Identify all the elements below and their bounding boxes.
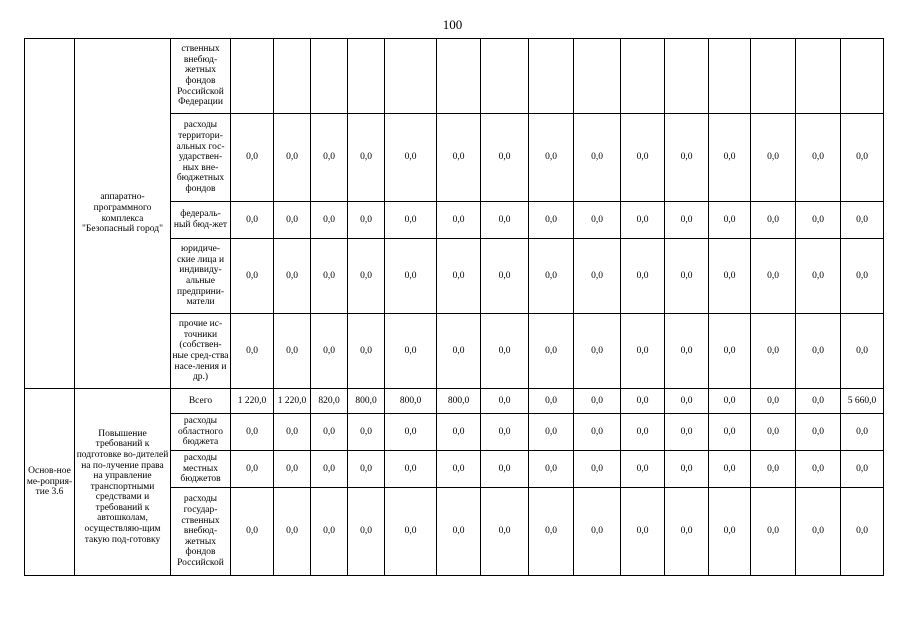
- amount-cell: [841, 39, 884, 114]
- amount-cell: 0,0: [481, 488, 529, 576]
- amount-cell: 0,0: [841, 314, 884, 389]
- amount-cell: 0,0: [231, 202, 274, 239]
- amount-cell: 0,0: [481, 239, 529, 314]
- amount-cell: 0,0: [751, 488, 796, 576]
- amount-cell: 0,0: [385, 414, 437, 451]
- amount-cell: 0,0: [665, 114, 709, 202]
- amount-cell: 0,0: [274, 414, 311, 451]
- amount-cell: 0,0: [574, 414, 621, 451]
- funding-source-cell: федераль-ный бюд-жет: [171, 202, 231, 239]
- amount-cell: [529, 39, 574, 114]
- amount-cell: 0,0: [529, 202, 574, 239]
- event-name-cell: Повышение требований к подготовке во-дителей на по-лучение права на управление транспортными средствами и требований к автошколам, осуществляю-щим такую под-готовку: [75, 389, 171, 576]
- amount-cell: 800,0: [348, 389, 385, 414]
- event-name-cell: аппаратно-программного комплекса "Безопасный город": [75, 39, 171, 389]
- amount-cell: 0,0: [574, 488, 621, 576]
- funding-source-cell: прочие ис-точники (собствен-ные сред-ства насе-ления и др.): [171, 314, 231, 389]
- amount-cell: 0,0: [481, 202, 529, 239]
- funding-source-cell: расходы территори-альных гос-ударствен-ных вне-бюджетных фондов: [171, 114, 231, 202]
- amount-cell: 0,0: [665, 451, 709, 488]
- amount-cell: 0,0: [841, 488, 884, 576]
- event-code-cell: [25, 39, 75, 389]
- amount-cell: 0,0: [709, 488, 751, 576]
- page-number: 100: [442, 17, 463, 32]
- amount-cell: 0,0: [574, 389, 621, 414]
- amount-cell: 0,0: [348, 114, 385, 202]
- amount-cell: [437, 39, 481, 114]
- amount-cell: 0,0: [481, 314, 529, 389]
- amount-cell: 0,0: [841, 239, 884, 314]
- amount-cell: 800,0: [437, 389, 481, 414]
- amount-cell: 0,0: [709, 314, 751, 389]
- amount-cell: 0,0: [841, 414, 884, 451]
- amount-cell: 0,0: [574, 314, 621, 389]
- amount-cell: 0,0: [348, 488, 385, 576]
- amount-cell: 0,0: [529, 314, 574, 389]
- amount-cell: 0,0: [621, 202, 665, 239]
- amount-cell: [348, 39, 385, 114]
- amount-cell: 0,0: [348, 451, 385, 488]
- amount-cell: 0,0: [621, 314, 665, 389]
- amount-cell: 1 220,0: [274, 389, 311, 414]
- amount-cell: 0,0: [385, 239, 437, 314]
- amount-cell: 0,0: [311, 314, 348, 389]
- amount-cell: 0,0: [481, 414, 529, 451]
- amount-cell: 0,0: [709, 114, 751, 202]
- amount-cell: 0,0: [231, 488, 274, 576]
- table-row: [25, 389, 884, 414]
- amount-cell: 0,0: [751, 414, 796, 451]
- amount-cell: 0,0: [621, 239, 665, 314]
- amount-cell: 0,0: [231, 314, 274, 389]
- funding-source-cell: юридиче-ские лица и индивиду-альные предприни-матели: [171, 239, 231, 314]
- amount-cell: 0,0: [665, 239, 709, 314]
- amount-cell: 0,0: [348, 202, 385, 239]
- amount-cell: 0,0: [665, 314, 709, 389]
- amount-cell: 0,0: [574, 239, 621, 314]
- amount-cell: 0,0: [709, 414, 751, 451]
- amount-cell: [481, 39, 529, 114]
- amount-cell: 0,0: [574, 114, 621, 202]
- amount-cell: 0,0: [796, 114, 841, 202]
- amount-cell: 0,0: [311, 202, 348, 239]
- funding-source-cell: расходы областного бюджета: [171, 414, 231, 451]
- amount-cell: 0,0: [529, 114, 574, 202]
- amount-cell: 0,0: [481, 451, 529, 488]
- table-row: [25, 39, 884, 114]
- amount-cell: 0,0: [529, 389, 574, 414]
- amount-cell: 0,0: [621, 488, 665, 576]
- amount-cell: 0,0: [385, 488, 437, 576]
- amount-cell: 0,0: [796, 414, 841, 451]
- amount-cell: 1 220,0: [231, 389, 274, 414]
- amount-cell: 0,0: [529, 414, 574, 451]
- amount-cell: 0,0: [311, 451, 348, 488]
- amount-cell: [385, 39, 437, 114]
- amount-cell: 0,0: [437, 451, 481, 488]
- amount-cell: 0,0: [348, 239, 385, 314]
- amount-cell: 0,0: [231, 239, 274, 314]
- amount-cell: 0,0: [311, 239, 348, 314]
- amount-cell: [274, 39, 311, 114]
- amount-cell: 0,0: [574, 202, 621, 239]
- amount-cell: 0,0: [231, 414, 274, 451]
- amount-cell: 0,0: [529, 488, 574, 576]
- amount-cell: 0,0: [751, 202, 796, 239]
- amount-cell: 0,0: [665, 389, 709, 414]
- funding-source-cell: Всего: [171, 389, 231, 414]
- amount-cell: 0,0: [437, 114, 481, 202]
- amount-cell: 0,0: [348, 414, 385, 451]
- amount-cell: 0,0: [841, 451, 884, 488]
- amount-cell: 0,0: [665, 488, 709, 576]
- amount-cell: 0,0: [481, 389, 529, 414]
- amount-cell: 0,0: [529, 239, 574, 314]
- amount-cell: 0,0: [529, 451, 574, 488]
- amount-cell: 0,0: [665, 202, 709, 239]
- amount-cell: 0,0: [621, 114, 665, 202]
- amount-cell: [796, 39, 841, 114]
- amount-cell: 0,0: [311, 488, 348, 576]
- amount-cell: 0,0: [796, 239, 841, 314]
- amount-cell: 0,0: [274, 314, 311, 389]
- amount-cell: 0,0: [751, 451, 796, 488]
- amount-cell: 0,0: [311, 414, 348, 451]
- amount-cell: 0,0: [311, 114, 348, 202]
- funding-source-cell: расходы местных бюджетов: [171, 451, 231, 488]
- amount-cell: [709, 39, 751, 114]
- amount-cell: 0,0: [437, 414, 481, 451]
- amount-cell: 0,0: [437, 314, 481, 389]
- amount-cell: [231, 39, 274, 114]
- amount-cell: 0,0: [481, 114, 529, 202]
- amount-cell: 0,0: [274, 451, 311, 488]
- amount-cell: 0,0: [348, 314, 385, 389]
- amount-cell: 0,0: [274, 202, 311, 239]
- amount-cell: [311, 39, 348, 114]
- budget-table: [24, 38, 884, 576]
- amount-cell: 0,0: [437, 202, 481, 239]
- amount-cell: 0,0: [796, 314, 841, 389]
- amount-cell: [621, 39, 665, 114]
- amount-cell: 0,0: [231, 451, 274, 488]
- amount-cell: 0,0: [385, 114, 437, 202]
- amount-cell: 0,0: [274, 114, 311, 202]
- amount-cell: 0,0: [751, 114, 796, 202]
- amount-cell: 0,0: [709, 389, 751, 414]
- amount-cell: 0,0: [709, 239, 751, 314]
- amount-cell: 0,0: [274, 239, 311, 314]
- amount-cell: 0,0: [751, 239, 796, 314]
- amount-cell: 0,0: [751, 314, 796, 389]
- amount-cell: 0,0: [274, 488, 311, 576]
- amount-cell: 0,0: [796, 389, 841, 414]
- event-code-cell: Основ-ное ме-роприя-тие 3.6: [25, 389, 75, 576]
- amount-cell: 0,0: [709, 451, 751, 488]
- amount-cell: 0,0: [621, 389, 665, 414]
- amount-cell: 0,0: [841, 202, 884, 239]
- amount-cell: 800,0: [385, 389, 437, 414]
- amount-cell: 0,0: [621, 451, 665, 488]
- amount-cell: 0,0: [841, 114, 884, 202]
- amount-cell: 0,0: [621, 414, 665, 451]
- amount-cell: [574, 39, 621, 114]
- amount-cell: 0,0: [796, 451, 841, 488]
- table-body: [25, 39, 884, 576]
- amount-cell: 0,0: [751, 389, 796, 414]
- funding-source-cell: расходы государ-ственных внебюд-жетных фондов Российской: [171, 488, 231, 576]
- amount-cell: 0,0: [385, 451, 437, 488]
- amount-cell: 0,0: [231, 114, 274, 202]
- amount-cell: 0,0: [437, 488, 481, 576]
- amount-cell: 0,0: [709, 202, 751, 239]
- amount-cell: 5 660,0: [841, 389, 884, 414]
- amount-cell: 0,0: [385, 202, 437, 239]
- amount-cell: 0,0: [574, 451, 621, 488]
- amount-cell: [665, 39, 709, 114]
- amount-cell: 820,0: [311, 389, 348, 414]
- amount-cell: 0,0: [796, 202, 841, 239]
- amount-cell: 0,0: [437, 239, 481, 314]
- amount-cell: 0,0: [665, 414, 709, 451]
- amount-cell: 0,0: [385, 314, 437, 389]
- funding-source-cell: ственных внебюд-жетных фондов Российской Федерации: [171, 39, 231, 114]
- amount-cell: [751, 39, 796, 114]
- amount-cell: 0,0: [796, 488, 841, 576]
